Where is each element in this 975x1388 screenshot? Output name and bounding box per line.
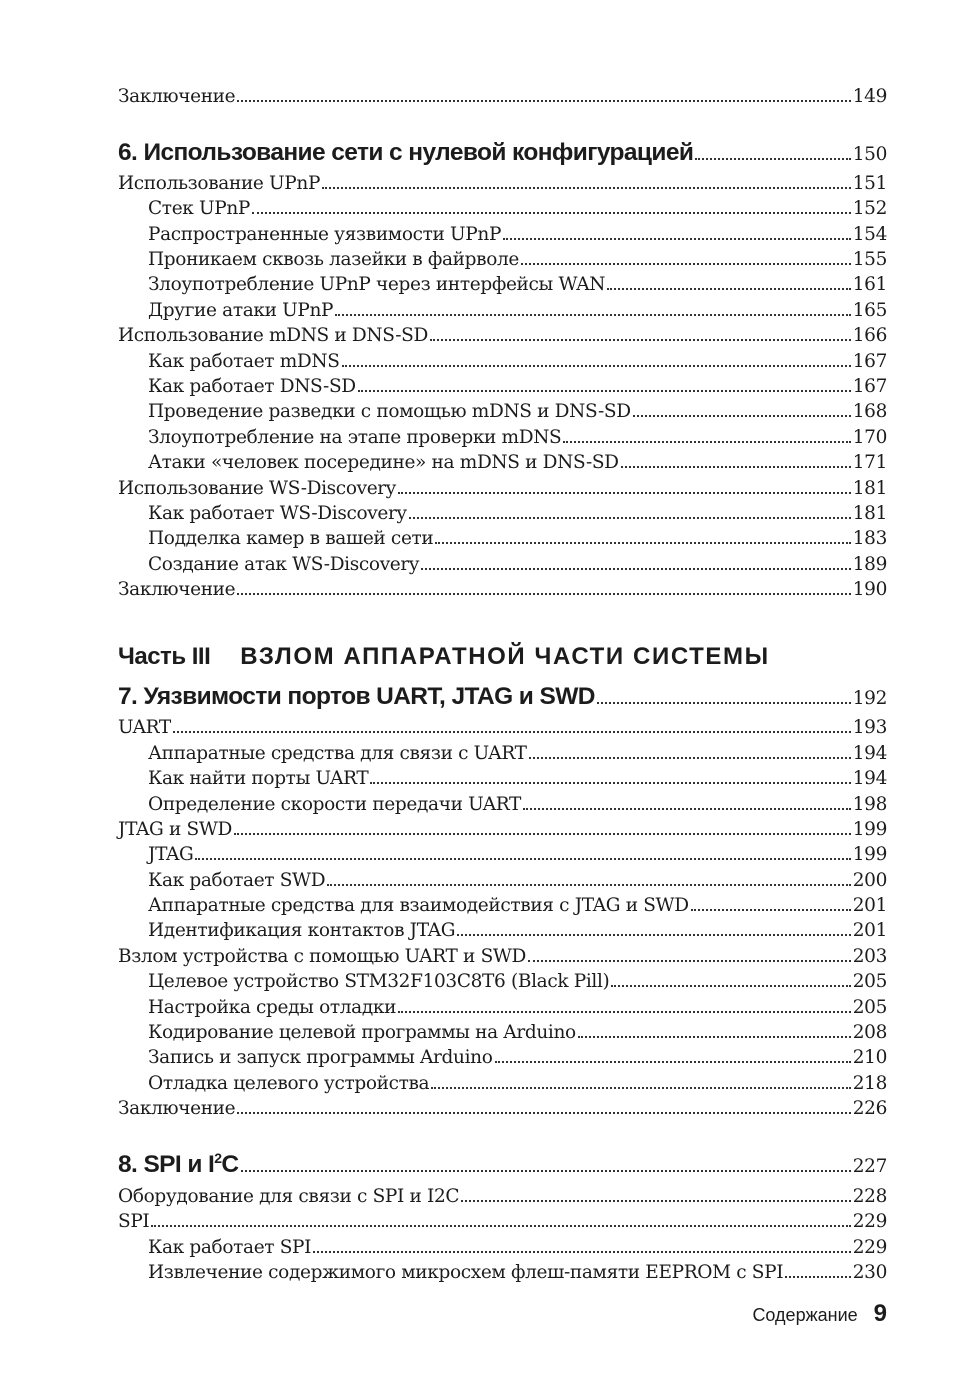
toc-subentry <box>148 300 887 321</box>
toc-entry-title: Как работает DNS-SD <box>148 376 356 397</box>
toc-entry-page: 168 <box>852 401 887 422</box>
toc-entry-page: 181 <box>852 503 887 524</box>
toc-entry-title: Взлом устройства с помощью UART и SWD <box>118 946 527 967</box>
dot-leader <box>237 100 850 102</box>
toc-entry <box>118 173 887 194</box>
toc-entry-title: Оборудование для связи с SPI и I2C <box>118 1186 460 1207</box>
toc-entry-page: 170 <box>852 427 887 448</box>
chapter-title: 6. Использование сети с нулевой конфигурацией <box>118 139 694 166</box>
toc-entry-title: Идентификация контактов JTAG <box>148 920 456 941</box>
dot-leader <box>398 492 851 494</box>
toc-entry-page: 167 <box>852 351 887 372</box>
toc-entry-page: 161 <box>852 274 887 295</box>
toc-subentry <box>148 743 887 764</box>
chapter-page: 227 <box>852 1156 887 1177</box>
dot-leader <box>621 466 851 468</box>
toc-subentry <box>148 920 887 941</box>
chapter-title <box>118 1151 239 1179</box>
toc-entry-title: Как найти порты UART <box>148 768 369 789</box>
toc-entry-page: 181 <box>852 478 887 499</box>
dot-leader <box>633 415 851 417</box>
toc-entry-page: 199 <box>852 844 887 865</box>
toc-subentry <box>148 1073 887 1094</box>
toc-entry-title: Заключение <box>118 579 236 600</box>
toc-subentry <box>148 1022 887 1043</box>
toc-entry-page: 205 <box>852 971 887 992</box>
page-number: 9 <box>873 1300 887 1327</box>
toc-entry-title: Запись и запуск программы Arduino <box>148 1047 493 1068</box>
toc-subentry <box>148 870 887 891</box>
dot-leader <box>335 314 851 316</box>
dot-leader <box>607 288 851 290</box>
toc-subentry <box>148 528 887 549</box>
toc-subentry <box>148 224 887 245</box>
toc-entry-title: JTAG и SWD <box>118 819 232 840</box>
running-footer-label: Содержание <box>752 1305 858 1325</box>
dot-leader <box>237 1112 850 1114</box>
toc-entry-title: Как работает SPI <box>148 1237 312 1258</box>
toc-entry-title: Настройка среды отладки <box>148 997 397 1018</box>
dot-leader <box>370 782 850 784</box>
toc-subentry <box>148 198 887 219</box>
chapter-heading <box>118 683 887 711</box>
toc-entry-page: 230 <box>852 1262 887 1283</box>
page-footer <box>752 1300 887 1328</box>
chapter-title-main: 8. SPI и I <box>118 1151 215 1178</box>
dot-leader <box>398 1011 851 1013</box>
toc-entry-title: Аппаратные средства для связи с UART <box>148 743 527 764</box>
dot-leader <box>461 1200 851 1202</box>
toc-entry-page: 199 <box>852 819 887 840</box>
dot-leader <box>421 568 851 570</box>
dot-leader <box>503 238 851 240</box>
toc-subentry <box>148 274 887 295</box>
toc-subentry <box>148 895 887 916</box>
chapter-title-superscript: 2 <box>214 1149 222 1166</box>
toc-entry-title: Использование UPnP <box>118 173 321 194</box>
toc-entry-title: Как работает mDNS <box>148 351 340 372</box>
dot-leader <box>327 884 851 886</box>
toc-entry-title: Другие атаки UPnP <box>148 300 334 321</box>
part-label: Часть III <box>118 643 211 670</box>
toc-entry-page: 208 <box>852 1022 887 1043</box>
toc-entry-page: 198 <box>852 794 887 815</box>
dot-leader <box>322 187 851 189</box>
toc-entry-title: Как работает WS-Discovery <box>148 503 407 524</box>
toc-subentry <box>148 794 887 815</box>
toc-entry-title: Заключение <box>118 1098 236 1119</box>
toc-subentry <box>148 249 887 270</box>
chapter-page: 192 <box>852 688 887 709</box>
toc-subentry <box>148 1262 887 1283</box>
toc-entry-page: 229 <box>852 1211 887 1232</box>
toc-entry-title: Проведение разведки с помощью mDNS и DNS-SD <box>148 401 631 422</box>
toc-entry <box>118 717 887 738</box>
toc-entry-page: 194 <box>852 743 887 764</box>
dot-leader <box>313 1251 851 1253</box>
toc-entry <box>118 1211 887 1232</box>
dot-leader <box>151 1225 850 1227</box>
chapter-heading <box>118 1151 887 1179</box>
toc-entry-title: Злоупотребление UPnP через интерфейсы WAN <box>148 274 606 295</box>
chapter-page: 150 <box>852 144 887 165</box>
dot-leader <box>457 934 851 936</box>
toc-entry <box>118 1098 887 1119</box>
toc-subentry <box>148 376 887 397</box>
toc-entry-page: 210 <box>852 1047 887 1068</box>
dot-leader <box>241 1170 851 1172</box>
dot-leader <box>691 909 851 911</box>
dot-leader <box>358 390 851 392</box>
toc-entry-title: Распространенные уязвимости UPnP <box>148 224 502 245</box>
part-heading <box>118 643 770 671</box>
toc-entry-page: 201 <box>852 895 887 916</box>
toc-entry-page: 183 <box>852 528 887 549</box>
toc-entry-title: SPI <box>118 1211 150 1232</box>
toc-entry <box>118 325 887 346</box>
dot-leader <box>521 263 851 265</box>
dot-leader <box>430 339 851 341</box>
chapter-title: 7. Уязвимости портов UART, JTAG и SWD <box>118 683 595 710</box>
toc-entry-title: Создание атак WS-Discovery <box>148 554 419 575</box>
toc-entry-page: 193 <box>852 717 887 738</box>
toc-entry-page: 149 <box>852 86 887 107</box>
toc-entry-page: 167 <box>852 376 887 397</box>
toc-entry-title: Отладка целевого устройства <box>148 1073 430 1094</box>
dot-leader <box>529 757 851 759</box>
toc-entry-title: Аппаратные средства для взаимодействия с JTAG и SWD <box>148 895 689 916</box>
toc-entry-page: 190 <box>852 579 887 600</box>
toc-entry-page: 171 <box>852 452 887 473</box>
toc-entry-title: Целевое устройство STM32F103C8T6 (Black Pill) <box>148 971 610 992</box>
toc-entry <box>118 478 887 499</box>
toc-entry-page: 166 <box>852 325 887 346</box>
dot-leader <box>523 808 851 810</box>
toc-subentry <box>148 503 887 524</box>
toc-entry-title: Проникаем сквозь лазейки в файрволе <box>148 249 520 270</box>
dot-leader <box>435 542 850 544</box>
chapter-title-end: C <box>221 1151 239 1178</box>
toc-subentry <box>148 1237 887 1258</box>
toc-entry-title: Как работает SWD <box>148 870 326 891</box>
dot-leader <box>528 960 851 962</box>
toc-entry-page: 151 <box>852 173 887 194</box>
dot-leader <box>237 593 850 595</box>
dot-leader <box>563 441 850 443</box>
toc-entry-title: Подделка камер в вашей сети <box>148 528 434 549</box>
dot-leader <box>611 985 850 987</box>
toc-entry-page: 201 <box>852 920 887 941</box>
toc-entry <box>118 579 887 600</box>
dot-leader <box>785 1276 851 1278</box>
dot-leader <box>234 833 851 835</box>
toc-entry-title: Определение скорости передачи UART <box>148 794 522 815</box>
toc-entry-title: Использование WS-Discovery <box>118 478 396 499</box>
toc-entry-title: Злоупотребление на этапе проверки mDNS <box>148 427 562 448</box>
toc-entry <box>118 86 887 107</box>
toc-entry <box>118 1186 887 1207</box>
toc-entry-title: Атаки «человек посередине» на mDNS и DNS-SD <box>148 452 619 473</box>
part-title: ВЗЛОМ АППАРАТНОЙ ЧАСТИ СИСТЕМЫ <box>240 643 770 670</box>
toc-entry-title: UART <box>118 717 171 738</box>
toc-subentry <box>148 351 887 372</box>
toc-entry-page: 155 <box>852 249 887 270</box>
dot-leader <box>409 517 851 519</box>
dot-leader <box>252 212 851 214</box>
dot-leader <box>431 1087 850 1089</box>
toc-entry-title: Заключение <box>118 86 236 107</box>
toc-entry-page: 152 <box>852 198 887 219</box>
toc-entry-page: 203 <box>852 946 887 967</box>
toc-entry-title: Использование mDNS и DNS-SD <box>118 325 428 346</box>
toc-entry-page: 154 <box>852 224 887 245</box>
toc-entry-title: Извлечение содержимого микросхем флеш-памяти EEPROM с SPI <box>148 1262 784 1283</box>
toc-subentry <box>148 844 887 865</box>
dot-leader <box>342 365 851 367</box>
toc-subentry <box>148 1047 887 1068</box>
toc-entry <box>118 819 887 840</box>
toc-entry-page: 165 <box>852 300 887 321</box>
chapter-heading <box>118 139 887 167</box>
toc-entry-page: 205 <box>852 997 887 1018</box>
toc-entry-page: 200 <box>852 870 887 891</box>
toc-entry-page: 226 <box>852 1098 887 1119</box>
dot-leader <box>695 158 850 160</box>
toc-subentry <box>148 554 887 575</box>
toc-entry-title: JTAG <box>148 844 194 865</box>
toc-entry-page: 218 <box>852 1073 887 1094</box>
toc-entry-page: 194 <box>852 768 887 789</box>
toc-subentry <box>148 452 887 473</box>
toc-entry <box>118 946 887 967</box>
toc-subentry <box>148 971 887 992</box>
dot-leader <box>495 1061 851 1063</box>
toc-subentry <box>148 997 887 1018</box>
dot-leader <box>597 702 851 704</box>
toc-entry-page: 229 <box>852 1237 887 1258</box>
toc-entry-page: 189 <box>852 554 887 575</box>
toc-entry-title: Кодирование целевой программы на Arduino <box>148 1022 576 1043</box>
dot-leader <box>173 731 851 733</box>
toc-subentry <box>148 401 887 422</box>
toc-subentry <box>148 427 887 448</box>
dot-leader <box>195 858 850 860</box>
toc-entry-title: Стек UPnP <box>148 198 251 219</box>
toc-subentry <box>148 768 887 789</box>
dot-leader <box>578 1036 851 1038</box>
toc-entry-page: 228 <box>852 1186 887 1207</box>
